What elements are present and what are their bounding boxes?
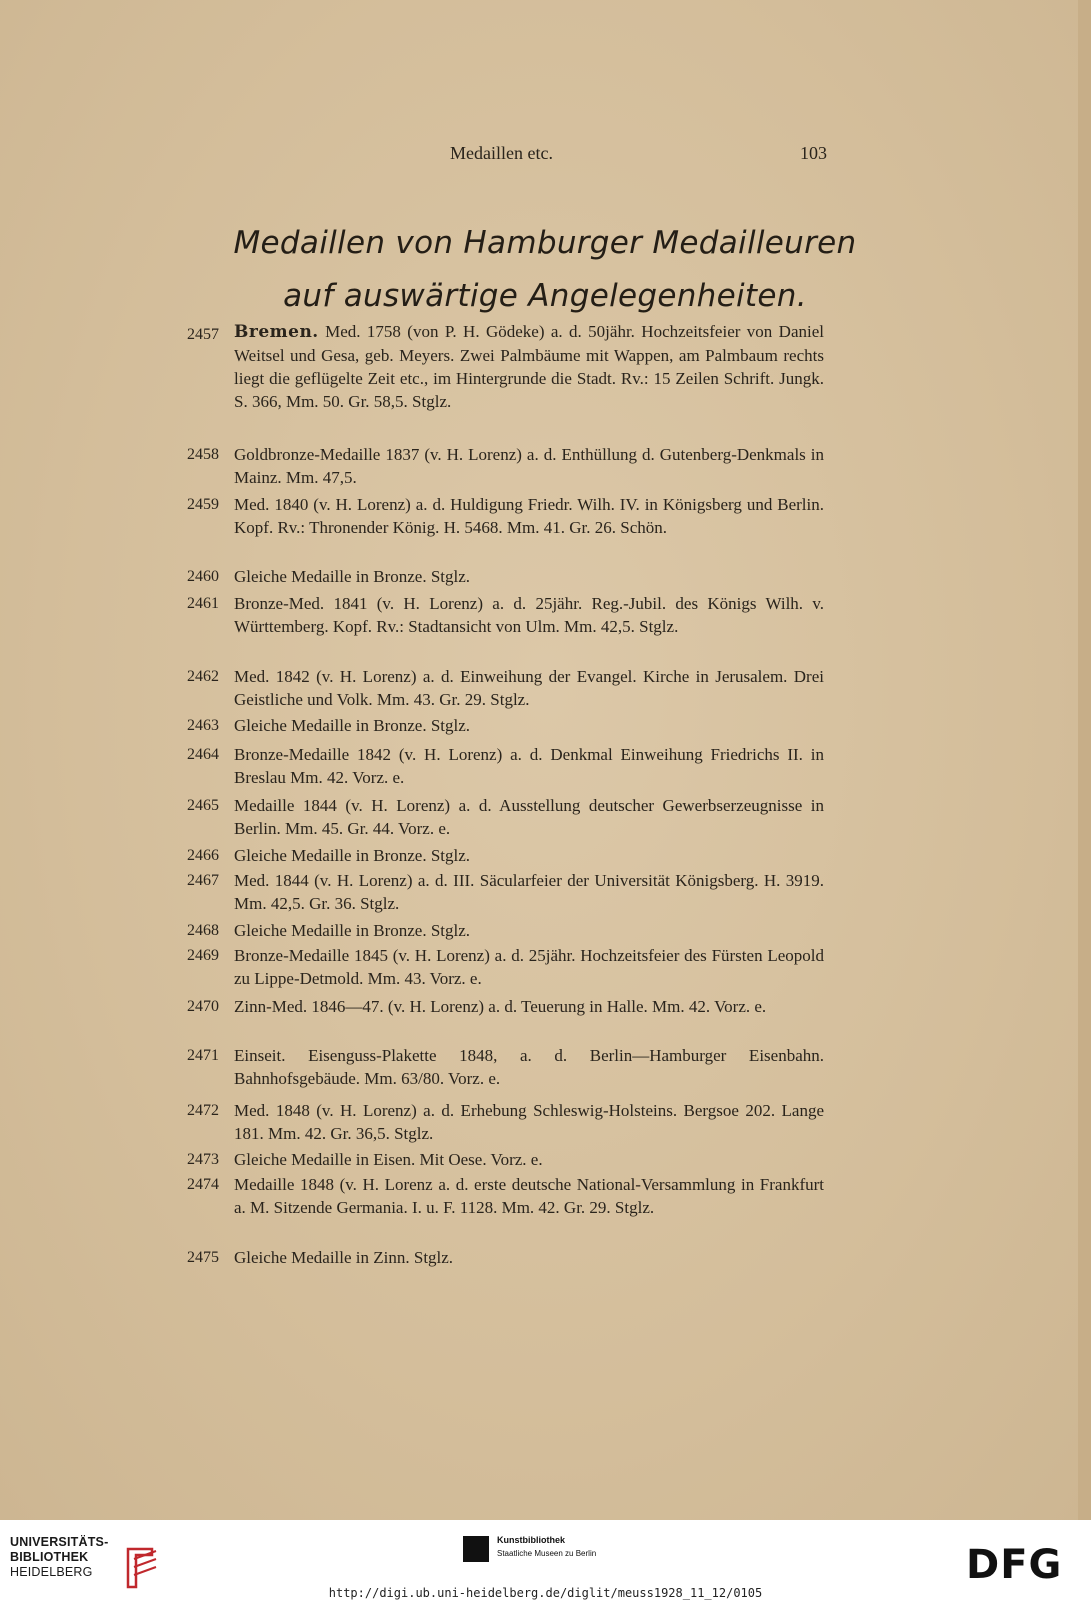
entry-text: Bronze-Medaille 1842 (v. H. Lorenz) a. d. Denkmal Einweihung Friedrichs II. in Breslau Mm. 42. Vorz. e. xyxy=(234,745,824,787)
entry-number: 2468 xyxy=(187,922,219,939)
entry-number: 2462 xyxy=(187,668,219,685)
entry-number: 2473 xyxy=(187,1151,219,1168)
entry-number: 2463 xyxy=(187,717,219,734)
kunstbibliothek-icon xyxy=(463,1536,489,1562)
entry-text: Bronze-Medaille 1845 (v. H. Lorenz) a. d. 25jähr. Hochzeitsfeier des Fürsten Leopold zu Lippe-Detmold. Mm. 43. Vorz. e. xyxy=(234,946,824,988)
entry-text: Gleiche Medaille in Bronze. Stglz. xyxy=(234,846,471,865)
ub-heidelberg-logo[interactable] xyxy=(10,1535,155,1590)
running-head-title: Medaillen etc. xyxy=(450,143,553,163)
kunstbibliothek-subtitle: Staatliche Museen zu Berlin xyxy=(497,1549,597,1558)
ub-logo-line-3: HEIDELBERG xyxy=(10,1565,93,1579)
entry-number: 2472 xyxy=(187,1102,219,1119)
entry-number: 2458 xyxy=(187,446,219,463)
entry-number: 2469 xyxy=(187,947,219,964)
ub-logo-line-2: BIBLIOTHEK xyxy=(10,1550,89,1564)
kunstbibliothek-name: Kunstbibliothek xyxy=(497,1535,565,1545)
entry-number: 2467 xyxy=(187,872,219,889)
running-head xyxy=(0,143,1091,169)
entry-number: 2457 xyxy=(187,326,219,343)
page-number: 103 xyxy=(800,143,827,163)
entry-text: Bremen. Med. 1758 (von P. H. Gödeke) a. d. 50jähr. Hochzeitsfeier von Daniel Weitsel und Gesa, geb. Meyers. Zwei Palmbäume mit Wappen, am Palmbaum rechts liegt die geflügelte Zeit etc., im Hintergrunde die Stadt. Rv.: 15 Zeilen Schrift. Jungk. S. 366, Mm. 50. Gr. 58,5. Stglz. xyxy=(234,322,824,411)
entry-number: 2461 xyxy=(187,595,219,612)
entry-text: Goldbronze-Medaille 1837 (v. H. Lorenz) a. d. Enthüllung d. Gutenberg-Denkmals in Mainz. Mm. 47,5. xyxy=(234,445,824,487)
entry-text: Gleiche Medaille in Zinn. Stglz. xyxy=(234,1248,454,1267)
entry-text: Med. 1844 (v. H. Lorenz) a. d. III. Säcularfeier der Universität Königsberg. H. 3919. Mm. 42,5. Gr. 36. Stglz. xyxy=(234,871,824,913)
entry-text: Med. 1842 (v. H. Lorenz) a. d. Einweihung der Evangel. Kirche in Jerusalem. Drei Geistliche und Volk. Mm. 43. Gr. 29. Stglz. xyxy=(234,667,824,709)
viewer-footer xyxy=(0,1520,1091,1603)
entry-text: Gleiche Medaille in Bronze. Stglz. xyxy=(234,921,471,940)
ub-logo-line-1: UNIVERSITÄTS- xyxy=(10,1535,109,1549)
entry-text: Med. 1848 (v. H. Lorenz) a. d. Erhebung Schleswig-Holsteins. Bergsoe 202. Lange 181. Mm. 42. Gr. 36,5. Stglz. xyxy=(234,1101,824,1143)
entry-number: 2465 xyxy=(187,797,219,814)
entry-lead: Bremen. xyxy=(234,322,319,342)
kunstbibliothek-logo[interactable] xyxy=(463,1534,643,1564)
permalink-url[interactable]: http://digi.ub.uni-heidelberg.de/diglit/meuss1928_11_12/0105 xyxy=(328,1586,763,1600)
entry-text: Med. 1840 (v. H. Lorenz) a. d. Huldigung Friedr. Wilh. IV. in Königsberg und Berlin. Kopf. Rv.: Thronender König. H. 5468. Mm. 41. Gr. 26. Schön. xyxy=(234,495,824,537)
page-edge xyxy=(1078,0,1091,1520)
entry-number: 2464 xyxy=(187,746,219,763)
entry-text: Gleiche Medaille in Bronze. Stglz. xyxy=(234,716,471,735)
entry-text: Gleiche Medaille in Bronze. Stglz. xyxy=(234,567,471,586)
entry-text: Zinn-Med. 1846—47. (v. H. Lorenz) a. d. Teuerung in Halle. Mm. 42. Vorz. e. xyxy=(234,997,767,1016)
entry-number: 2460 xyxy=(187,568,219,585)
dfg-logo[interactable]: DFG xyxy=(966,1542,1063,1588)
entry-text: Medaille 1844 (v. H. Lorenz) a. d. Ausstellung deutscher Gewerbserzeugnisse in Berlin. Mm. 45. Gr. 44. Vorz. e. xyxy=(234,796,824,838)
entry-number: 2466 xyxy=(187,847,219,864)
entry-text: Bronze-Med. 1841 (v. H. Lorenz) a. d. 25jähr. Reg.-Jubil. des Königs Wilh. v. Württemberg. Kopf. Rv.: Stadtansicht von Ulm. Mm. 42,5. Stglz. xyxy=(234,594,824,636)
section-title-line-1: Medaillen von Hamburger Medailleuren xyxy=(233,225,857,261)
entry-number: 2471 xyxy=(187,1047,219,1064)
entry-text: Einseit. Eisenguss-Plakette 1848, a. d. Berlin—Hamburger Eisenbahn. Bahnhofsgebäude. Mm. 63/80. Vorz. e. xyxy=(234,1046,824,1088)
entry-number: 2474 xyxy=(187,1176,219,1193)
section-title-line-2: auf auswärtige Angelegenheiten. xyxy=(283,278,807,314)
entry-number: 2475 xyxy=(187,1249,219,1266)
entry-number: 2470 xyxy=(187,998,219,1015)
entry-number: 2459 xyxy=(187,496,219,513)
entry-text: Medaille 1848 (v. H. Lorenz a. d. erste deutsche National-Versammlung in Frankfurt a. M. Sitzende Germania. I. u. F. 1128. Mm. 42. Gr. 29. Stglz. xyxy=(234,1175,824,1217)
entry-text: Gleiche Medaille in Eisen. Mit Oese. Vorz. e. xyxy=(234,1150,543,1169)
